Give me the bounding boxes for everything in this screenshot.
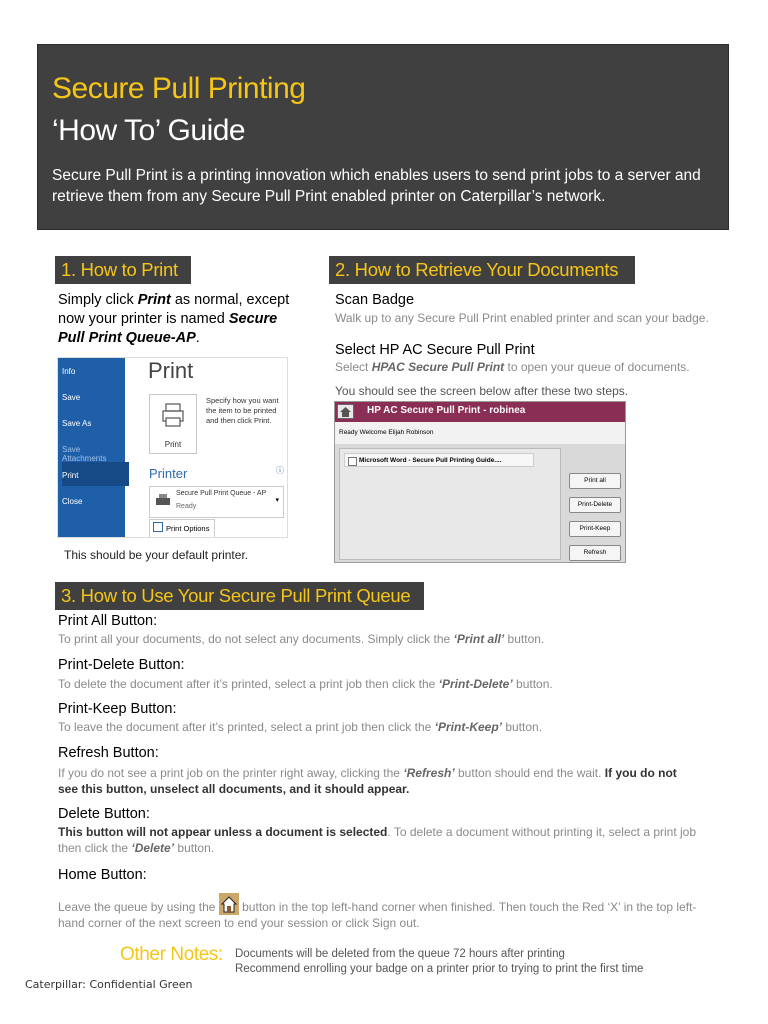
menu-item-save[interactable]: Save [62, 393, 81, 402]
refresh-title: Refresh Button: [58, 745, 159, 761]
info-icon: ⓘ [276, 466, 284, 475]
default-printer-caption: This should be your default printer. [64, 548, 249, 562]
print-all-button[interactable]: Print all [569, 473, 621, 489]
chevron-down-icon: ▾ [275, 497, 279, 504]
menu-item-close[interactable]: Close [62, 497, 83, 506]
job-list [339, 448, 561, 560]
note-line-1: Documents will be deleted from the queue 72 hours after printing [235, 948, 565, 960]
print-keep-button[interactable]: Print-Keep [569, 521, 621, 537]
print-keep-text: To leave the document after it’s printed, select a print job then click the ‘Print-Keep’ button. [58, 720, 543, 734]
print-options-label: Print Options [166, 524, 210, 533]
step-select-text: Select HPAC Secure Pull Print to open your queue of documents. [335, 360, 690, 374]
page-subtitle: ‘How To’ Guide [52, 114, 246, 147]
menu-item-save-attachments[interactable]: Save Attachments [62, 445, 107, 463]
printer-queue-screen [334, 401, 626, 563]
page-title: Secure Pull Printing [52, 72, 306, 105]
job-row[interactable] [344, 453, 534, 467]
printer-dropdown[interactable] [149, 486, 284, 518]
printer-heading: Printer [149, 466, 188, 481]
menu-item-info[interactable]: Info [62, 367, 76, 376]
step-select-title: Select HP AC Secure Pull Print [335, 342, 535, 358]
options-icon [153, 522, 163, 532]
print-button[interactable] [149, 394, 197, 454]
screen-home-button[interactable] [337, 404, 354, 419]
print-delete-text: To delete the document after it’s printed, select a print job then click the ‘Print-Delete’ button. [58, 677, 553, 691]
job-name: Microsoft Word - Secure Pull Printing Guide.... [359, 457, 502, 464]
print-all-title: Print All Button: [58, 613, 158, 629]
delete-title: Delete Button: [58, 806, 150, 822]
intro-text: Secure Pull Print is a printing innovation which enables users to send print jobs to a server and retrieve them from any Secure Pull Print enabled printer on Caterpillar’s network. [52, 167, 701, 205]
home-title: Home Button: [58, 867, 147, 883]
step-screen-note: You should see the screen below after these two steps. [335, 384, 629, 398]
section-heading-queue: 3. How to Use Your Secure Pull Print Queue [55, 582, 424, 610]
section-heading-retrieve: 2. How to Retrieve Your Documents [329, 256, 635, 284]
footer-classification: Caterpillar: Confidential Green [25, 978, 193, 991]
refresh-text: If you do not see a print job on the printer right away, clicking the ‘Refresh’ button should end the wait. If you do not see this button, unselect all documents, and it should appear. [58, 766, 677, 796]
other-notes-label: Other Notes: [120, 944, 223, 965]
printer-status: Ready [176, 503, 197, 510]
menu-item-save-as[interactable]: Save As [62, 419, 92, 428]
backstage-menu [58, 358, 125, 538]
print-delete-title: Print-Delete Button: [58, 657, 185, 673]
section-heading-print: 1. How to Print [55, 256, 191, 284]
job-checkbox[interactable] [348, 457, 357, 466]
section1-paragraph: Simply click Print as normal, except now your printer is named Secure Pull Print Queue-AP. [58, 292, 290, 346]
home-text: Leave the queue by using the button in the top left-hand corner when finished. Then touch the Red ‘X’ in the top left-hand corner of the next screen to end your session or click Sign out. [58, 893, 708, 931]
dialog-title: Print [148, 358, 194, 383]
print-options-button[interactable] [149, 519, 215, 538]
print-keep-title: Print-Keep Button: [58, 701, 177, 717]
step-scan-badge-text: Walk up to any Secure Pull Print enabled printer and scan your badge. [335, 311, 709, 325]
delete-text: This button will not appear unless a document is selected. To delete a document without printing it, select a print job then click the ‘Delete’ button. [58, 825, 697, 855]
refresh-button[interactable]: Refresh [569, 545, 621, 561]
screen-welcome: Ready Welcome Elijah Robinson [335, 422, 626, 444]
step-scan-badge-title: Scan Badge [335, 292, 415, 308]
screen-title: HP AC Secure Pull Print - robinea [367, 405, 526, 416]
home-icon [219, 893, 239, 915]
printer-icon [150, 395, 196, 435]
menu-item-print[interactable]: Print [62, 471, 79, 480]
note-line-2: Recommend enrolling your badge on a printer prior to trying to print the first time [235, 963, 644, 975]
print-all-text: To print all your documents, do not select any documents. Simply click the ‘Print all’ button. [58, 632, 545, 646]
print-button-label: Print [164, 440, 182, 449]
word-print-dialog [57, 357, 288, 538]
print-description: Specify how you want the item to be printed and then click Print. [206, 396, 279, 425]
home-icon [338, 405, 353, 418]
print-delete-button[interactable]: Print-Delete [569, 497, 621, 513]
printer-small-icon [154, 493, 172, 509]
printer-name: Secure Pull Print Queue - AP [176, 490, 267, 497]
